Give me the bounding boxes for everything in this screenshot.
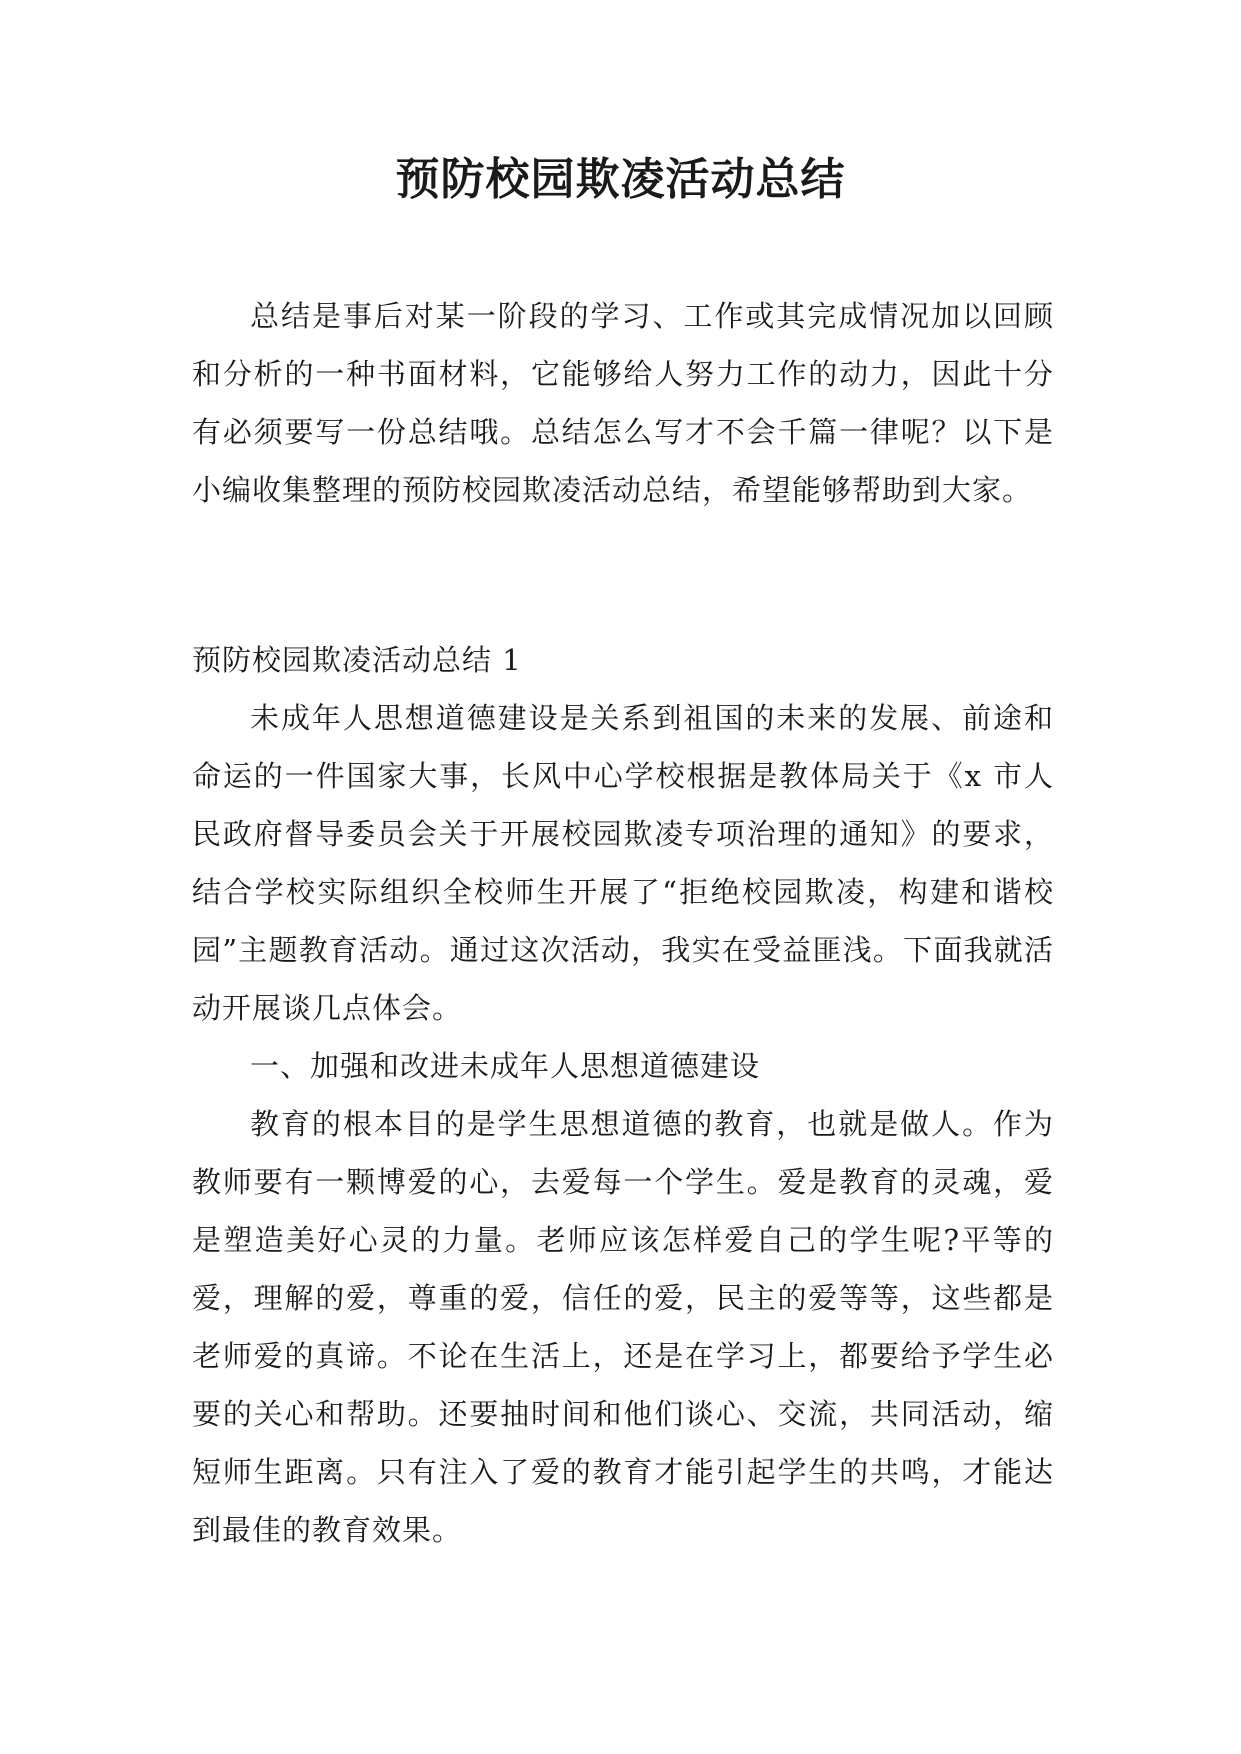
document-title: 预防校园欺凌活动总结 [395, 154, 846, 205]
subheading-1: 一、加强和改进未成年人思想道德建设 [250, 1049, 761, 1083]
section-block [192, 631, 1054, 1559]
paragraph-2: 教育的根本目的是学生思想道德的教育，也就是做人。作为教师要有一颗博爱的心，去爱每一个学生。爱是教育的灵魂，爱是塑造美好心灵的力量。老师应该怎样爱自己的学生呢?平等的爱，理解的爱，尊重的爱，信任的爱，民主的爱等等，这些都是老师爱的真谛。不论在生活上，还是在学习上，都要给予学生必要的关心和帮助。还要抽时间和他们谈心、交流，共同活动，缩短师生距离。只有注入了爱的教育才能引起学生的共鸣，才能达到最佳的教育效果。 [192, 1107, 1054, 1547]
intro-paragraph: 总结是事后对某一阶段的学习、工作或其完成情况加以回顾和分析的一种书面材料，它能够给人努力工作的动力，因此十分有必须要写一份总结哦。总结怎么写才不会千篇一律呢？以下是小编收集整理的预防校园欺凌活动总结，希望能够帮助到大家。 [192, 299, 1054, 507]
section-title: 预防校园欺凌活动总结 1 [192, 643, 522, 677]
paragraph-1: 未成年人思想道德建设是关系到祖国的未来的发展、前途和命运的一件国家大事，长风中心学校根据是教体局关于《x 市人民政府督导委员会关于开展校园欺凌专项治理的通知》的要求，结合学校实际组织全校师生开展了“拒绝校园欺凌，构建和谐校园”主题教育活动。通过这次活动，我实在受益匪浅。下面我就活动开展谈几点体会。 [192, 701, 1054, 1025]
intro-block [192, 287, 1054, 519]
